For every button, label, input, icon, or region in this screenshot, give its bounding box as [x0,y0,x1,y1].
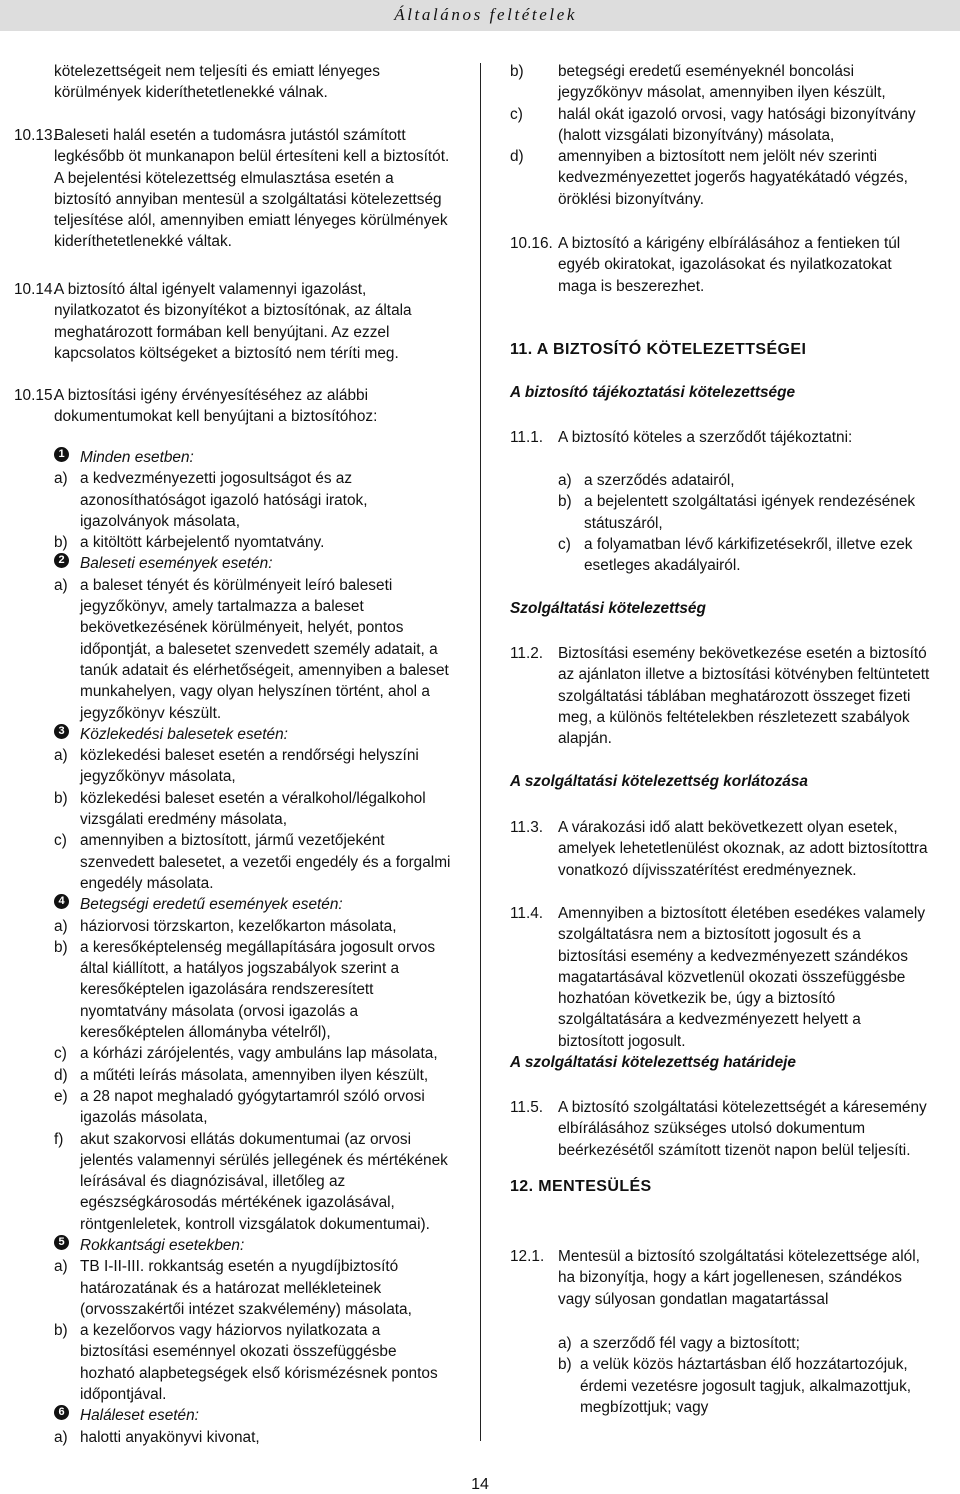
list-item: b) a velük közös háztartásban élő hozzátartozójuk, érdemi vezetésre jogosult tagjuk, alkalmazottjuk, megbízottjuk; vagy [558,1356,912,1416]
section-11-3 [510,817,930,881]
subheading-deadline: A szolgáltatási kötelezettség határideje [510,1054,796,1071]
number-6-icon: 6 [54,1405,69,1420]
section-11-2 [510,643,930,749]
group-title: 1 Minden esetben: [54,447,451,468]
number-2-icon: 2 [54,553,69,568]
section-number: 12.1. [510,1248,545,1265]
section-10-16 [510,233,930,297]
list-item: d) amennyiben a biztosított nem jelölt név szerinti kedvezményezettet jogerős hagyatékátadó végzés, öröklési bizonyítvány. [510,148,908,208]
list-item: b) közlekedési baleset esetén a véralkohol/légalkohol vizsgálati eredmény másolata, [54,789,426,829]
list-item: f) akut szakorvosi ellátás dokumentumai (az orvosi jelentés valamennyi sérülés jellegének és mértékének leírásával és diagnózisával, illetőleg az egészségkárosodás mértékének igazolásával, röntgenleletek, kontroll vizsgálatok dokumentumai). [54,1130,448,1233]
heading-section-11: 11. A BIZTOSÍTÓ KÖTELEZETTSÉGEI [510,341,807,358]
section-number: 11.5. [510,1099,544,1116]
subheading-limitation: A szolgáltatási kötelezettség korlátozása [510,773,808,790]
number-3-icon: 3 [54,724,69,739]
section-number: 10.16. [510,235,553,252]
section-12-1 [510,1246,930,1310]
section-10-14 [14,279,451,364]
list-item: a) TB I-II-III. rokkantság esetén a nyugdíjbiztosító határozatának és a határozat mellékleteinek (orvosszakértői intézet szakvélemény) másolata, [54,1258,412,1318]
list-item: b) a keresőképtelenség megállapítására jogosult orvos által kiállított, a hatályos jogszabályok szerint a keresőképtelen igazolására rendszeresített nyomtatvány másolata (orvosi igazolás a keresőképtelen állományba vételről), [54,938,436,1042]
page-header-title: Általános feltételek [394,5,577,24]
list-item: b) a kitöltött kárbejelentő nyomtatvány. [54,534,325,552]
document-groups [54,447,451,1448]
section-11-1 [510,427,930,448]
list-item: d) a műtéti leírás másolata, amennyiben ilyen készült, [54,1066,429,1084]
group-title: 2 Baleseti események esetén: [54,553,451,574]
section-10-13 [14,125,451,253]
group-title: 3 Közlekedési balesetek esetén: [54,724,451,745]
section-text: Mentesül a biztosító szolgáltatási kötelezettsége alól, ha bizonyítja, hogy a kárt jogellenesen, szándékos vagy súlyosan gondatlan magatartással [558,1248,920,1308]
list-item: a) a szerződés adatairól, [558,472,735,489]
section-number: 10.14. [14,281,57,298]
section-10-15 [14,385,451,428]
documents-continued [510,61,930,210]
section-12-1-list [558,1333,930,1418]
list-item: a) háziorvosi törzskarton, kezelőkarton másolata, [54,917,397,935]
list-item: b) betegségi eredetű eseményeknél boncolási jegyzőkönyv másolat, amennyiben ilyen készült, [510,63,886,102]
list-item: b) a kezelőorvos vagy háziorvos nyilatkozata a biztosítási eseménnyel okozati összefüggésbe hozható alapbetegségek első kórismézésnek pontos időpontjával. [54,1322,438,1404]
section-number: 11.4. [510,905,544,922]
section-11-4 [510,903,930,1052]
number-1-icon: 1 [54,447,69,462]
intro-paragraph: kötelezettségeit nem teljesíti és emiatt lényeges körülmények kideríthetetlenekké válnak. [54,63,380,102]
group-title: 5 Rokkantsági esetekben: [54,1235,451,1256]
section-text: Biztosítási esemény bekövetkezése esetén a biztosító az ajánlaton illetve a biztosítási kötvényben feltüntetett szolgáltatási táblában meghatározott összeget fizeti meg, a különös feltételekben részletezett szabályok alapján. [558,645,930,748]
group-title: 4 Betegségi eredetű események esetén: [54,894,451,915]
section-text: A biztosítási igény érvényesítéséhez az alábbi dokumentumokat kell benyújtani a biztosítóhoz: [54,387,378,426]
subheading-service-duty: Szolgáltatási kötelezettség [510,600,706,617]
section-number: 11.3. [510,819,544,836]
number-5-icon: 5 [54,1235,69,1250]
section-text: A biztosító által igényelt valamennyi igazolást, nyilatkozatot és bizonyítékot a biztosítónak, az általa meghatározott formában kell benyújtani. Az ezzel kapcsolatos költségeket a biztosító nem téríti meg. [54,281,412,362]
section-number: 10.13. [14,127,57,144]
list-item: c) a kórházi zárójelentés, vagy ambuláns lap másolata, [54,1045,438,1063]
section-number: 11.2. [510,645,544,662]
section-text: A biztosító szolgáltatási kötelezettségét a káresemény elbírálásához szükséges utolsó dokumentum beérkezésétől számított tizenöt napon belül teljesíti. [558,1099,927,1159]
section-text: Amennyiben a biztosított életében esedékes valamely szolgáltatásra nem a biztosított jogosult és a biztosítási esemény a kedvezményezett szándékos magatartásával közvetlenül okozati összefüggésbe hozhatóan következik be, úgy a biztosító szolgáltatására a kedvezményezett helyett a biztosított jogosult. [558,905,926,1050]
list-item: a) a baleset tényét és körülményeit leíró baleseti jegyzőkönyv, amely tartalmazza a baleset bekövetkezésének körülményeit, helyét, pontos időpontját, a balesetet szenvedett személy adatait, a tanúk adatait és elérhetőségeit, amennyiben a baleset munkahelyen, vagy olyan helyszínen történt, ahol a jegyzőkönyv készült. [54,576,449,722]
column-divider [480,63,481,1441]
section-text: Baleseti halál esetén a tudomásra jutástól számított legkésőbb öt munkanapon belül értesíteni kell a biztosítót. A bejelentési kötelezettség elmulasztása esetén a biztosító annyiban mentesül a szolgáltatási kötelezettség teljesítése alól, amennyiben emiatt lényeges körülmények kideríthetetlenekké váltak. [54,127,450,251]
list-item: b) a bejelentett szolgáltatási igények rendezésének státuszáról, [558,493,916,532]
group-title: 6 Haláleset esetén: [54,1405,451,1426]
section-text: A várakozási idő alatt bekövetkezett olyan esetek, amelyek lehetetlenülést okoznak, az adott biztosítottra vonatkozó díjvisszatérítést eredményeznek. [558,819,928,879]
list-item: a) a szerződő fél vagy a biztosított; [558,1335,800,1352]
list-item: e) a 28 napot meghaladó gyógytartamról szóló orvosi igazolás másolata, [54,1087,425,1127]
section-11-1-list [558,470,930,576]
section-text: A biztosító a kárigény elbírálásához a fentieken túl egyéb okiratokat, igazolásokat és nyilatkozatokat maga is beszerezhet. [558,235,901,295]
list-item: a) halotti anyakönyvi kivonat, [54,1428,260,1446]
list-item: a) közlekedési baleset esetén a rendőrségi helyszíni jegyzőkönyv másolata, [54,747,419,786]
subheading-information-duty: A biztosító tájékoztatási kötelezettsége [510,384,796,401]
heading-section-12: 12. MENTESÜLÉS [510,1178,652,1195]
section-number: 11.1. [510,429,544,446]
list-item: c) a folyamatban lévő kárkifizetésekről, illetve ezek esetleges akadályairól. [558,535,913,575]
section-number: 10.15. [14,387,57,404]
number-4-icon: 4 [54,894,69,909]
list-item: c) halál okát igazoló orvosi, vagy hatósági bizonyítvány (halott vizsgálati bizonyítvány) másolata, [510,105,916,144]
section-11-5 [510,1097,930,1161]
list-item: c) amennyiben a biztosított, jármű vezetőjeként szenvedett balesetet, a vezetői engedély és a forgalmi engedély másolata. [54,832,451,892]
list-item: a) a kedvezményezetti jogosultságot és az azonosíthatóságot igazoló hatósági iratok, igazolványok másolata, [54,470,368,530]
page-number: 14 [471,1476,489,1493]
section-text: A biztosító köteles a szerződőt tájékoztatni: [558,429,853,446]
